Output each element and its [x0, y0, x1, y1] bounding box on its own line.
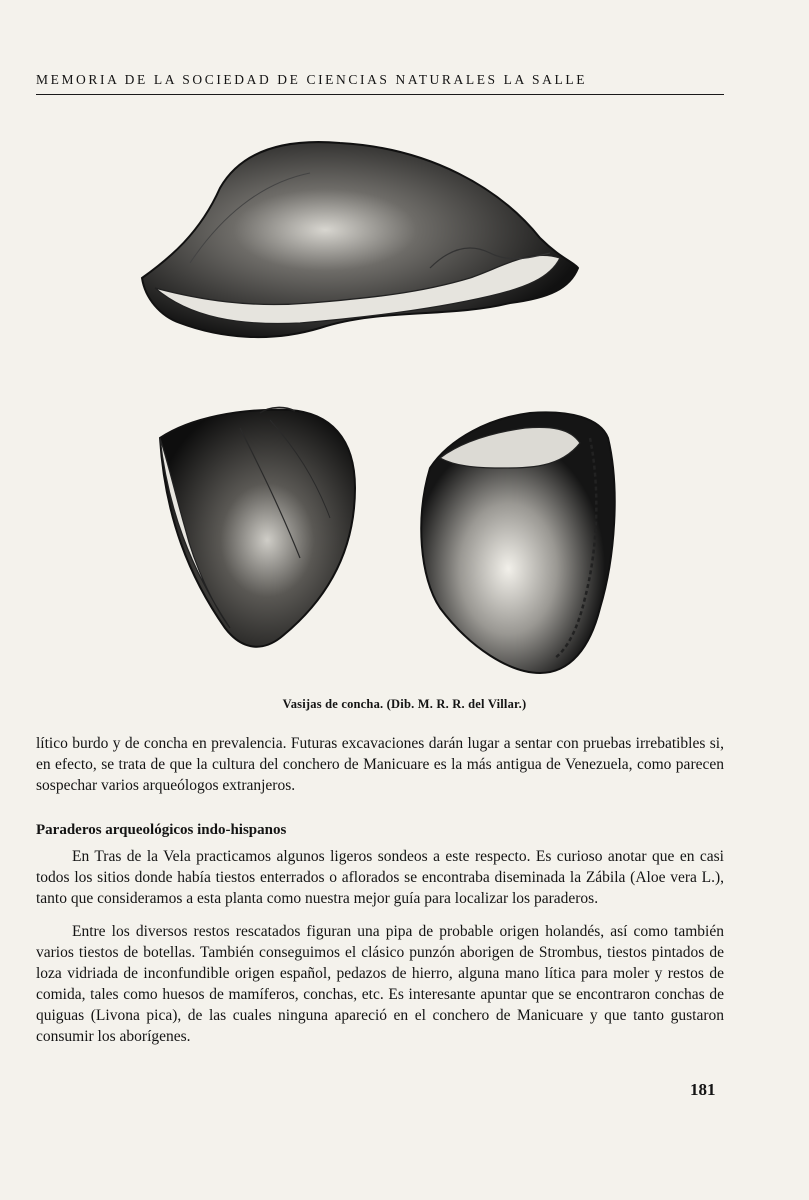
shell-vessels-illustration [130, 128, 650, 698]
section-heading: Paraderos arqueológicos indo-hispanos [36, 822, 287, 838]
bottom-left-shell-vessel [160, 407, 355, 646]
body-paragraph-3: Entre los diversos restos rescatados figuran una pipa de probable origen holandés, así como también varios tiestos de botellas. También conseguimos el clásico punzón aborigen de Strombus, tiestos pintados de loza vidriada de inconfundible origen español, pedazos de hierro, alguna mano lítica para moler y restos de comida, tales como huesos de mamíferos, conchas, etc. Es interesante apuntar que se encontraron conchas de quiguas (Livona pica), de las cuales ninguna apareció en el conchero de Manicuare y que tanto gustaron consumir los aborígenes. [36, 923, 724, 1045]
body-paragraph-2: En Tras de la Vela practicamos algunos ligeros sondeos a este respecto. Es curioso anotar que en casi todos los sitios donde había tiestos enterrados o aflorados se encontraba diseminada la Zábila (Aloe vera L.), tanto que consideramos a esta planta como nuestra mejor guía para localizar los paraderos. [36, 848, 724, 907]
top-shell-vessel [142, 142, 578, 337]
page-number: 181 [690, 1080, 716, 1099]
running-header: MEMORIA DE LA SOCIEDAD DE CIENCIAS NATURALES LA SALLE [36, 72, 588, 87]
body-paragraph-1: lítico burdo y de concha en prevalencia. Futuras excavaciones darán lugar a sentar con pruebas irrebatibles si, en efecto, se trata de que la cultura del conchero de Manicuare es la más antigua de Venezuela, como parecen sospechar varios arqueólogos extranjeros. [36, 735, 724, 794]
figure-caption: Vasijas de concha. (Dib. M. R. R. del Villar.) [282, 697, 527, 711]
bottom-right-shell-vessel [421, 412, 614, 673]
header-rule [36, 94, 724, 95]
